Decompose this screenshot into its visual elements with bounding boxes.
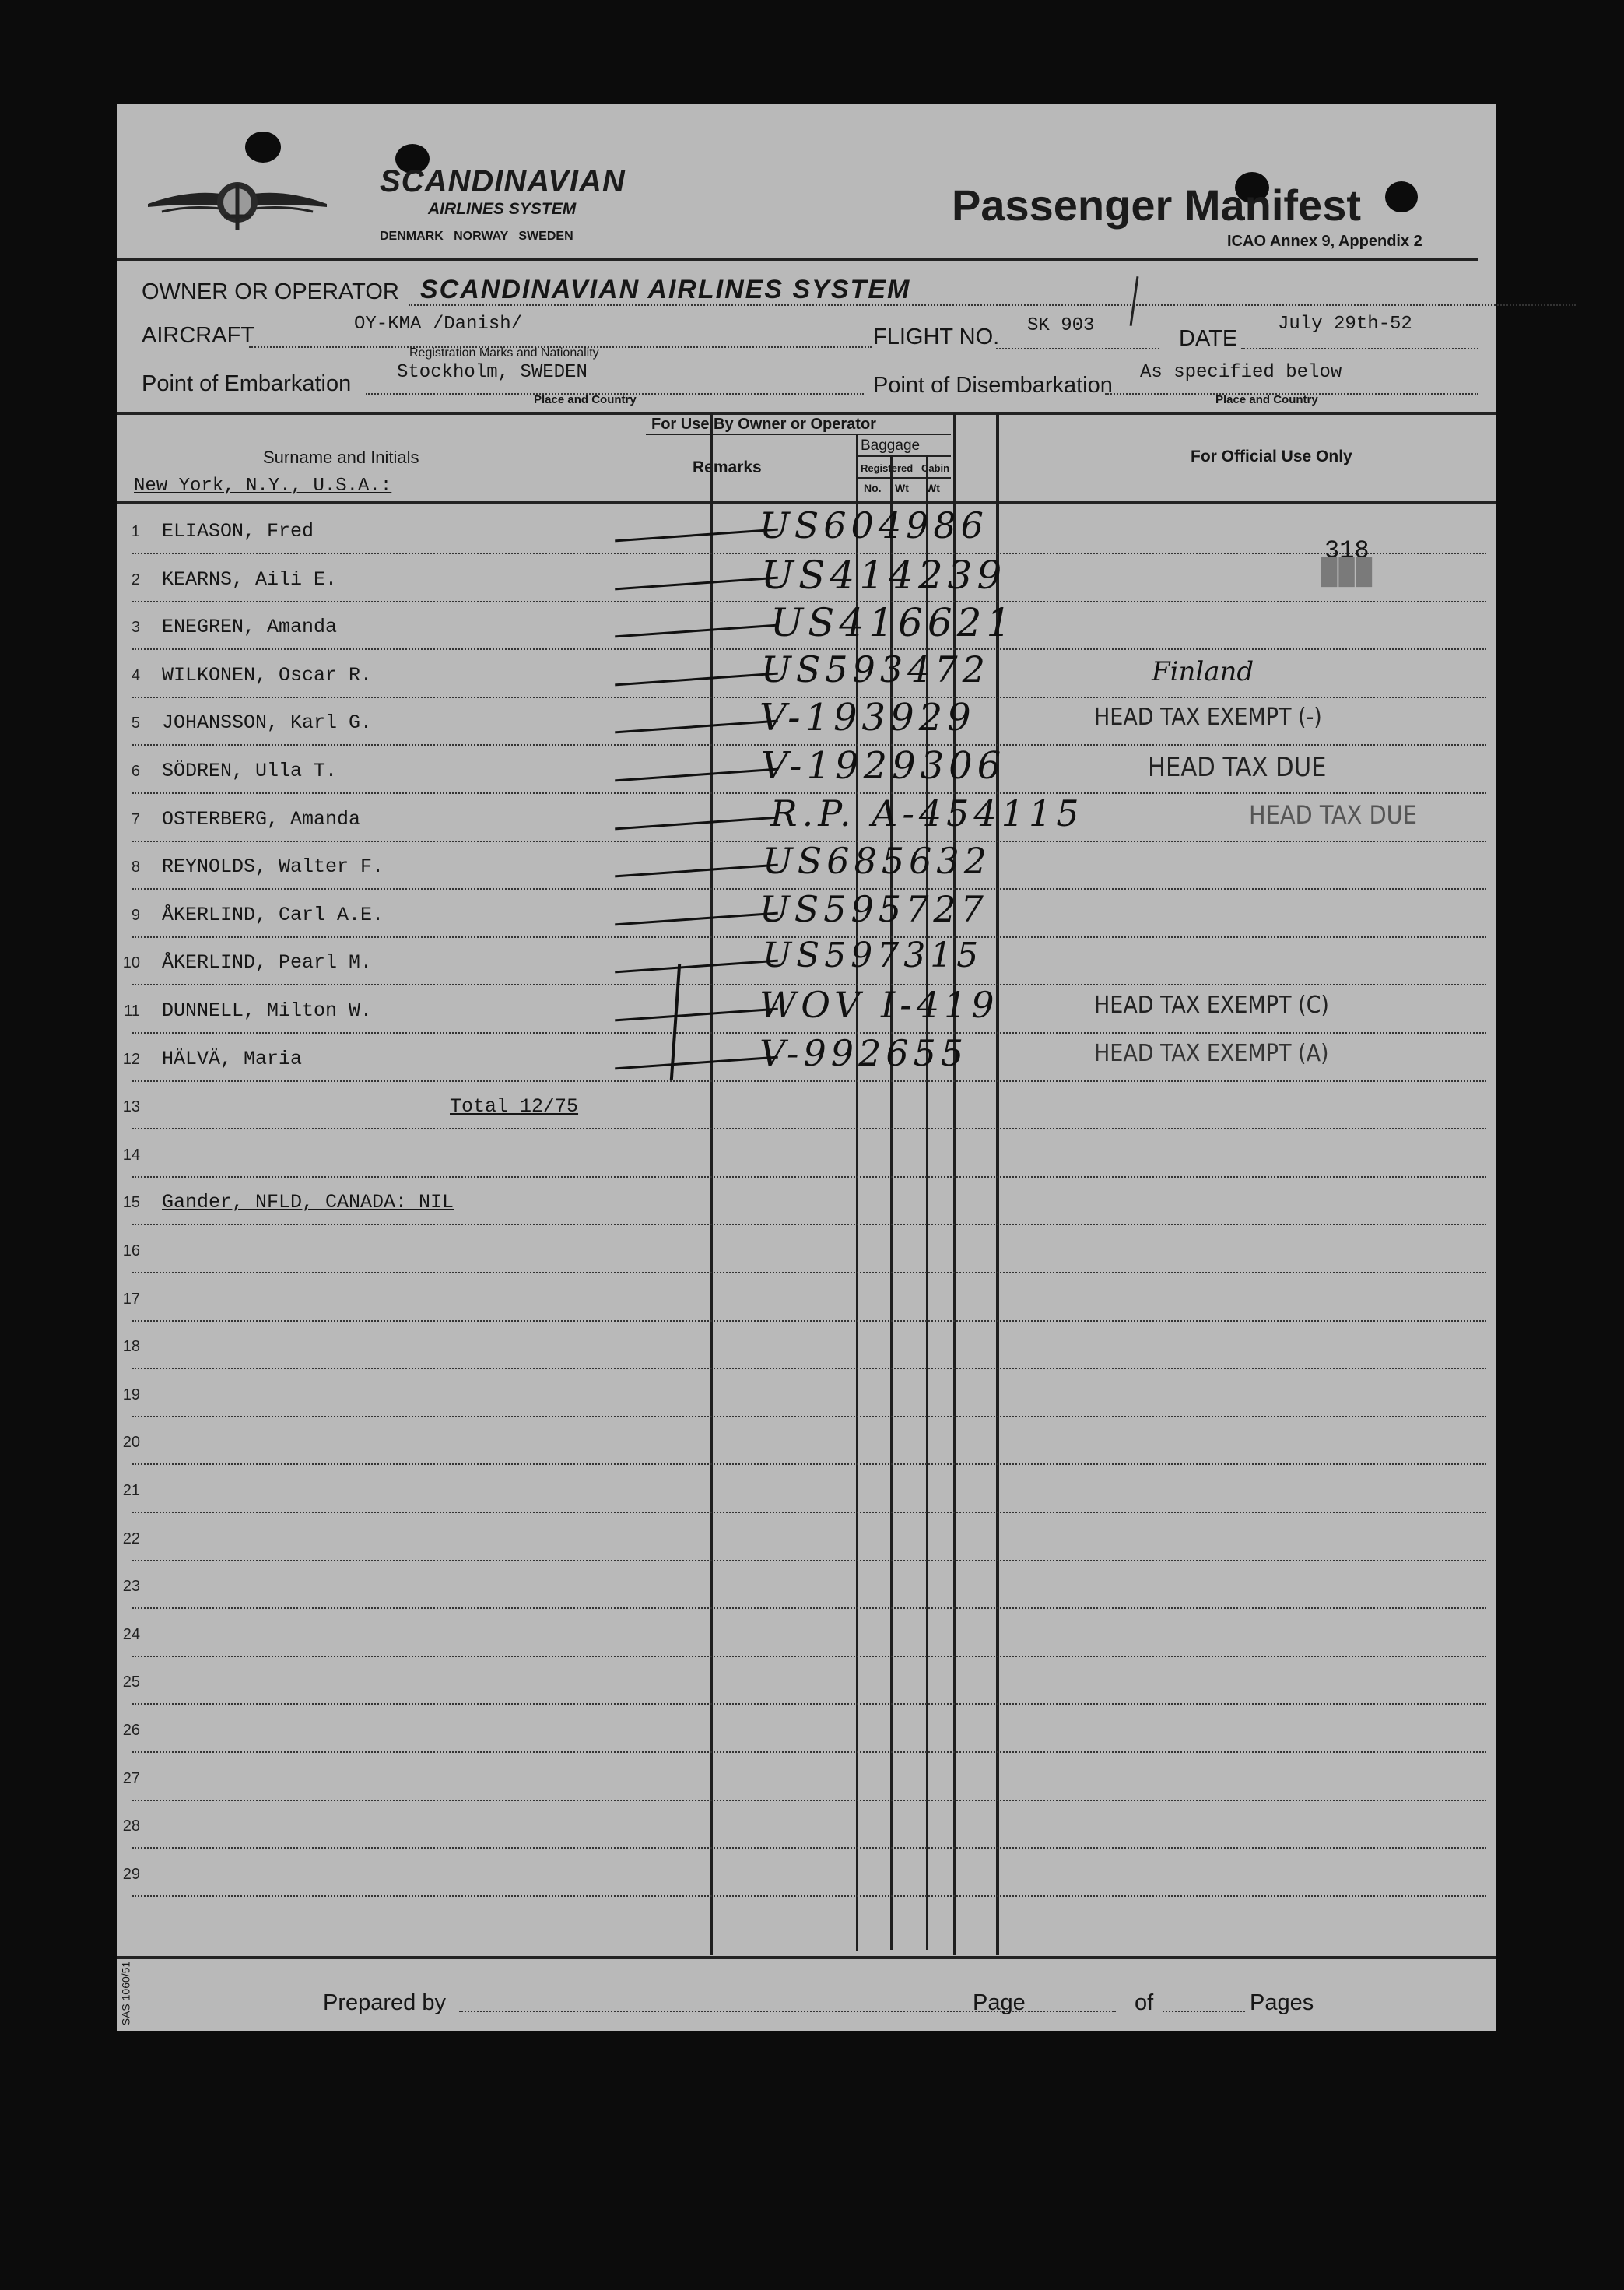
col-cabin-header: Cabin <box>921 462 950 474</box>
remark-handwritten: US597315 <box>763 936 984 976</box>
pen-stroke <box>615 576 778 590</box>
prepared-by-label: Prepared by <box>323 1990 446 2015</box>
airline-name: SCANDINAVIAN <box>380 164 626 198</box>
official-handwritten-note: Finland <box>1152 655 1254 687</box>
passenger-name: HÄLVÄ, Maria <box>162 1047 303 1070</box>
row-number: 12 <box>122 1050 140 1068</box>
head-tax-stamp: HEAD TAX EXEMPT (A) <box>1094 1039 1329 1067</box>
pen-stroke <box>615 1008 778 1022</box>
destination-heading: New York, N.Y., U.S.A.: <box>134 476 392 497</box>
passenger-name: Gander, NFLD, CANADA: NIL <box>162 1191 454 1214</box>
stamp-number: 318 <box>1324 536 1370 565</box>
row-number: 13 <box>122 1098 140 1116</box>
row-number: 27 <box>122 1769 140 1787</box>
col-wt-header: Wt <box>895 482 909 494</box>
col-official-header: For Official Use Only <box>1191 448 1352 465</box>
stamp-number-shadow: ███ <box>1321 558 1374 588</box>
pen-stroke <box>615 864 778 878</box>
row-number: 18 <box>122 1338 140 1356</box>
row-number: 5 <box>131 715 140 732</box>
remark-handwritten: V-1929306 <box>761 744 1006 788</box>
pen-stroke <box>615 768 778 782</box>
owner-operator-label: OWNER OR OPERATOR <box>142 279 399 304</box>
row-number: 21 <box>122 1482 140 1499</box>
row-number: 10 <box>122 954 140 972</box>
row-number: 6 <box>131 763 140 780</box>
remark-handwritten: US414239 <box>761 552 1007 598</box>
place-country-caption: Place and Country <box>1215 393 1318 406</box>
passenger-name: ÅKERLIND, Carl A.E. <box>162 903 384 926</box>
passenger-name: REYNOLDS, Walter F. <box>162 855 384 879</box>
pen-stroke <box>615 624 778 638</box>
row-number: 9 <box>131 906 140 924</box>
pen-stroke <box>615 672 778 686</box>
airline-countries: DENMARK NORWAY SWEDEN <box>380 230 573 243</box>
row-number: 28 <box>122 1818 140 1835</box>
pen-stroke <box>615 911 778 925</box>
sas-winged-logo <box>140 170 335 232</box>
row-number: 26 <box>122 1722 140 1739</box>
col-registered-header: Registered <box>861 462 914 474</box>
passenger-name: ENEGREN, Amanda <box>162 616 338 639</box>
passenger-name: OSTERBERG, Amanda <box>162 807 361 831</box>
aircraft-value: OY-KMA /Danish/ <box>354 314 523 335</box>
passenger-name: SÖDREN, Ulla T. <box>162 760 338 782</box>
head-tax-stamp: HEAD TAX DUE <box>1148 752 1327 783</box>
embarkation-value: Stockholm, SWEDEN <box>397 362 588 383</box>
row-number: 14 <box>122 1146 140 1164</box>
row-number: 23 <box>122 1578 140 1596</box>
row-number: 16 <box>122 1242 140 1259</box>
pen-stroke <box>615 960 778 974</box>
page-label: Page <box>973 1990 1026 2015</box>
passenger-name: KEARNS, Aili E. <box>162 567 338 591</box>
row-number: 25 <box>122 1674 140 1691</box>
page-subtitle: ICAO Annex 9, Appendix 2 <box>1227 233 1422 250</box>
row-number: 4 <box>131 666 140 684</box>
passenger-name: ÅKERLIND, Pearl M. <box>162 951 373 975</box>
row-number: 1 <box>131 523 140 540</box>
of-label: of <box>1135 1990 1154 2015</box>
row-number: 20 <box>122 1434 140 1452</box>
remark-handwritten: US593472 <box>761 648 990 690</box>
col-remarks-header: Remarks <box>693 458 762 476</box>
col-surname-header: Surname and Initials <box>263 448 419 467</box>
flight-no-label: FLIGHT NO. <box>873 325 1000 349</box>
place-country-caption: Place and Country <box>534 393 637 406</box>
passenger-name: JOHANSSON, Karl G. <box>162 711 373 735</box>
row-number: 15 <box>122 1194 140 1212</box>
date-value: July 29th-52 <box>1278 314 1412 335</box>
remark-handwritten: US416621 <box>770 600 1016 646</box>
registration-caption: Registration Marks and Nationality <box>409 346 599 360</box>
punch-hole <box>1385 181 1418 212</box>
row-number: 3 <box>131 619 140 637</box>
disembarkation-value: As specified below <box>1140 362 1342 383</box>
disembarkation-label: Point of Disembarkation <box>873 373 1113 398</box>
head-tax-stamp: HEAD TAX DUE <box>1249 799 1417 830</box>
aircraft-label: AIRCRAFT <box>142 323 254 348</box>
row-number: 8 <box>131 859 140 876</box>
pages-label: Pages <box>1250 1990 1314 2015</box>
pen-stroke <box>615 720 778 734</box>
remark-handwritten: V-193929 <box>759 696 976 740</box>
head-tax-stamp: HEAD TAX EXEMPT (-) <box>1094 704 1322 732</box>
date-label: DATE <box>1179 326 1238 351</box>
passenger-name: ELIASON, Fred <box>162 520 314 543</box>
embarkation-label: Point of Embarkation <box>142 371 352 396</box>
pen-stroke <box>615 529 778 543</box>
row-number: 17 <box>122 1290 140 1308</box>
page-title: Passenger Manifest <box>952 181 1361 230</box>
pen-stroke <box>615 816 778 830</box>
owner-operator-value: SCANDINAVIAN AIRLINES SYSTEM <box>420 275 911 304</box>
remark-handwritten: V-992655 <box>759 1031 969 1074</box>
passenger-name: Total 12/75 <box>450 1095 579 1119</box>
remark-handwritten: US595727 <box>759 887 988 930</box>
manifest-sheet <box>117 104 1496 2031</box>
col-owner-header: For Use By Owner or Operator <box>651 416 876 433</box>
row-number: 22 <box>122 1530 140 1547</box>
passenger-name: DUNNELL, Milton W. <box>162 999 373 1022</box>
row-number: 7 <box>131 810 140 828</box>
pen-stroke <box>615 1055 778 1069</box>
col-baggage-header: Baggage <box>861 437 921 454</box>
col-wt-header: Wt <box>926 482 940 494</box>
form-code: SAS 1060/51 <box>119 1961 132 2026</box>
remark-handwritten: WOV I-419 <box>759 984 999 1026</box>
row-number: 24 <box>122 1625 140 1643</box>
remark-handwritten: R.P. A-454115 <box>770 792 1084 834</box>
punch-hole <box>245 132 281 163</box>
row-number: 11 <box>124 1003 140 1020</box>
head-tax-stamp: HEAD TAX EXEMPT (C) <box>1094 992 1329 1019</box>
col-no-header: No. <box>864 482 882 494</box>
flight-no-tick <box>1130 276 1139 326</box>
row-number: 19 <box>122 1386 140 1403</box>
airline-subname: AIRLINES SYSTEM <box>428 200 577 218</box>
remark-handwritten: US604986 <box>759 504 988 546</box>
row-number: 29 <box>122 1865 140 1883</box>
row-number: 2 <box>131 571 140 588</box>
flight-no-value: SK 903 <box>1027 315 1095 336</box>
remark-handwritten: US685632 <box>763 840 991 883</box>
passenger-name: WILKONEN, Oscar R. <box>162 663 373 687</box>
